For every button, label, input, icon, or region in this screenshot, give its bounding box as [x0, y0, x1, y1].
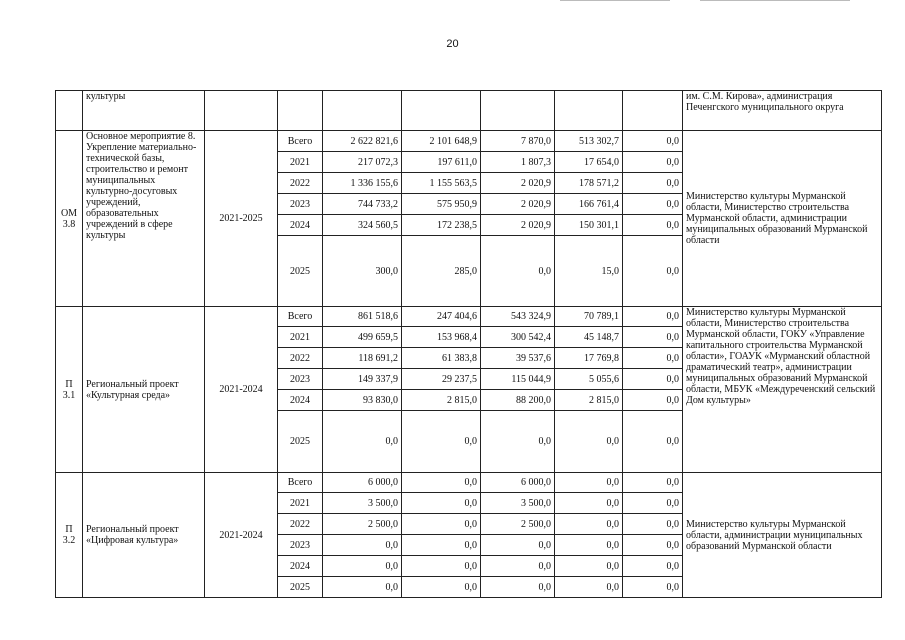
value-cell: 2 500,0 [323, 514, 402, 535]
value-cell: 115 044,9 [481, 369, 555, 390]
period-cell [205, 91, 278, 131]
value-cell: 0,0 [402, 577, 481, 598]
value-cell: 0,0 [481, 556, 555, 577]
year-cell: 2025 [278, 411, 323, 473]
value-cell: 300 542,4 [481, 327, 555, 348]
value-cell: 0,0 [623, 411, 683, 473]
year-cell: Всего [278, 473, 323, 493]
year-cell: 2022 [278, 348, 323, 369]
code-cell: ОМ 3.8 [56, 131, 83, 307]
year-cell: 2021 [278, 152, 323, 173]
period-cell: 2021-2025 [205, 131, 278, 307]
value-cell: 93 830,0 [323, 390, 402, 411]
value-cell: 2 101 648,9 [402, 131, 481, 152]
value-cell: 0,0 [481, 236, 555, 307]
value-cell: 0,0 [555, 493, 623, 514]
value-cell: 6 000,0 [481, 473, 555, 493]
year-cell: Всего [278, 307, 323, 327]
code-cell: П 3.2 [56, 473, 83, 598]
value-cell: 0,0 [555, 411, 623, 473]
value-cell [623, 91, 683, 131]
value-cell: 217 072,3 [323, 152, 402, 173]
table-row [56, 131, 882, 152]
executor-cell: Министерство культуры Мурманской области, администрации муниципальных образований Мурманской области [683, 473, 882, 598]
value-cell: 499 659,5 [323, 327, 402, 348]
table-row [56, 473, 882, 493]
code-cell [56, 91, 83, 131]
value-cell: 0,0 [623, 577, 683, 598]
year-cell: 2025 [278, 577, 323, 598]
value-cell: 178 571,2 [555, 173, 623, 194]
value-cell: 2 500,0 [481, 514, 555, 535]
year-cell: 2023 [278, 369, 323, 390]
value-cell: 0,0 [623, 493, 683, 514]
value-cell: 0,0 [623, 348, 683, 369]
value-cell: 0,0 [402, 473, 481, 493]
value-cell: 0,0 [623, 131, 683, 152]
value-cell: 2 815,0 [402, 390, 481, 411]
value-cell: 0,0 [402, 514, 481, 535]
value-cell: 70 789,1 [555, 307, 623, 327]
value-cell: 0,0 [623, 215, 683, 236]
year-cell: Всего [278, 131, 323, 152]
value-cell: 0,0 [555, 473, 623, 493]
year-cell: 2021 [278, 493, 323, 514]
year-cell: 2024 [278, 390, 323, 411]
value-cell: 3 500,0 [481, 493, 555, 514]
value-cell: 0,0 [623, 236, 683, 307]
name-cell: культуры [83, 91, 205, 131]
value-cell: 0,0 [623, 173, 683, 194]
value-cell: 0,0 [555, 535, 623, 556]
value-cell: 149 337,9 [323, 369, 402, 390]
value-cell: 3 500,0 [323, 493, 402, 514]
value-cell [481, 91, 555, 131]
value-cell: 0,0 [623, 327, 683, 348]
page-number: 20 [446, 38, 459, 50]
name-cell: Региональный проект «Цифровая культура» [83, 473, 205, 598]
value-cell [323, 91, 402, 131]
value-cell: 0,0 [555, 514, 623, 535]
continuation-row [56, 91, 882, 131]
value-cell: 17 654,0 [555, 152, 623, 173]
value-cell: 0,0 [323, 411, 402, 473]
code-cell: П 3.1 [56, 307, 83, 473]
value-cell: 0,0 [555, 577, 623, 598]
value-cell: 1 336 155,6 [323, 173, 402, 194]
value-cell [555, 91, 623, 131]
year-cell: 2022 [278, 514, 323, 535]
executor-cell: им. С.М. Кирова», администрация Печенгского муниципального округа [683, 91, 882, 131]
value-cell: 2 020,9 [481, 194, 555, 215]
value-cell: 0,0 [481, 577, 555, 598]
value-cell: 15,0 [555, 236, 623, 307]
value-cell: 0,0 [623, 194, 683, 215]
value-cell: 0,0 [402, 493, 481, 514]
value-cell: 45 148,7 [555, 327, 623, 348]
executor-cell: Министерство культуры Мурманской области, Министерство строительства Мурманской области, ГОКУ «Управление капитального строительства Мурманской области», ГОАУК «Мурманский областной драматический театр», администрации муниципальных образований Мурманской области, МБУК «Междуреченский сельский Дом культуры» [683, 307, 882, 473]
top-edge-line [560, 0, 670, 1]
value-cell: 118 691,2 [323, 348, 402, 369]
executor-cell: Министерство культуры Мурманской области, Министерство строительства Мурманской области, администрации муниципальных образований Мурманской области [683, 131, 882, 307]
year-cell: 2024 [278, 556, 323, 577]
value-cell: 0,0 [623, 535, 683, 556]
table-row [56, 307, 882, 327]
value-cell: 575 950,9 [402, 194, 481, 215]
year-cell: 2021 [278, 327, 323, 348]
top-edge-line [700, 0, 850, 1]
value-cell: 513 302,7 [555, 131, 623, 152]
value-cell: 17 769,8 [555, 348, 623, 369]
year-cell: 2022 [278, 173, 323, 194]
value-cell: 166 761,4 [555, 194, 623, 215]
value-cell: 5 055,6 [555, 369, 623, 390]
period-cell: 2021-2024 [205, 307, 278, 473]
value-cell: 2 815,0 [555, 390, 623, 411]
value-cell: 0,0 [481, 411, 555, 473]
value-cell: 0,0 [323, 535, 402, 556]
value-cell [402, 91, 481, 131]
value-cell: 0,0 [402, 535, 481, 556]
value-cell: 285,0 [402, 236, 481, 307]
value-cell: 1 807,3 [481, 152, 555, 173]
value-cell: 172 238,5 [402, 215, 481, 236]
value-cell: 744 733,2 [323, 194, 402, 215]
value-cell: 2 020,9 [481, 215, 555, 236]
value-cell: 0,0 [402, 411, 481, 473]
value-cell: 0,0 [402, 556, 481, 577]
value-cell: 300,0 [323, 236, 402, 307]
value-cell: 247 404,6 [402, 307, 481, 327]
year-cell: 2025 [278, 236, 323, 307]
year-cell: 2023 [278, 535, 323, 556]
year-cell: 2023 [278, 194, 323, 215]
value-cell: 0,0 [323, 577, 402, 598]
period-cell: 2021-2024 [205, 473, 278, 598]
value-cell: 2 020,9 [481, 173, 555, 194]
value-cell: 61 383,8 [402, 348, 481, 369]
value-cell: 0,0 [623, 307, 683, 327]
value-cell: 0,0 [623, 556, 683, 577]
year-cell [278, 91, 323, 131]
budget-table [55, 90, 882, 598]
value-cell: 0,0 [323, 556, 402, 577]
value-cell: 153 968,4 [402, 327, 481, 348]
value-cell: 6 000,0 [323, 473, 402, 493]
value-cell: 0,0 [623, 514, 683, 535]
value-cell: 0,0 [555, 556, 623, 577]
value-cell: 1 155 563,5 [402, 173, 481, 194]
value-cell: 197 611,0 [402, 152, 481, 173]
value-cell: 543 324,9 [481, 307, 555, 327]
value-cell: 0,0 [623, 369, 683, 390]
value-cell: 0,0 [623, 473, 683, 493]
name-cell: Региональный проект «Культурная среда» [83, 307, 205, 473]
value-cell: 324 560,5 [323, 215, 402, 236]
value-cell: 861 518,6 [323, 307, 402, 327]
value-cell: 0,0 [623, 390, 683, 411]
name-cell: Основное мероприятие 8. Укрепление материально-технической базы, строительство и ремонт муниципальных культурно-досуговых учреждений, образовательных учреждений в сфере культуры [83, 131, 205, 307]
value-cell: 150 301,1 [555, 215, 623, 236]
value-cell: 7 870,0 [481, 131, 555, 152]
value-cell: 88 200,0 [481, 390, 555, 411]
value-cell: 2 622 821,6 [323, 131, 402, 152]
value-cell: 0,0 [481, 535, 555, 556]
year-cell: 2024 [278, 215, 323, 236]
value-cell: 39 537,6 [481, 348, 555, 369]
value-cell: 0,0 [623, 152, 683, 173]
value-cell: 29 237,5 [402, 369, 481, 390]
